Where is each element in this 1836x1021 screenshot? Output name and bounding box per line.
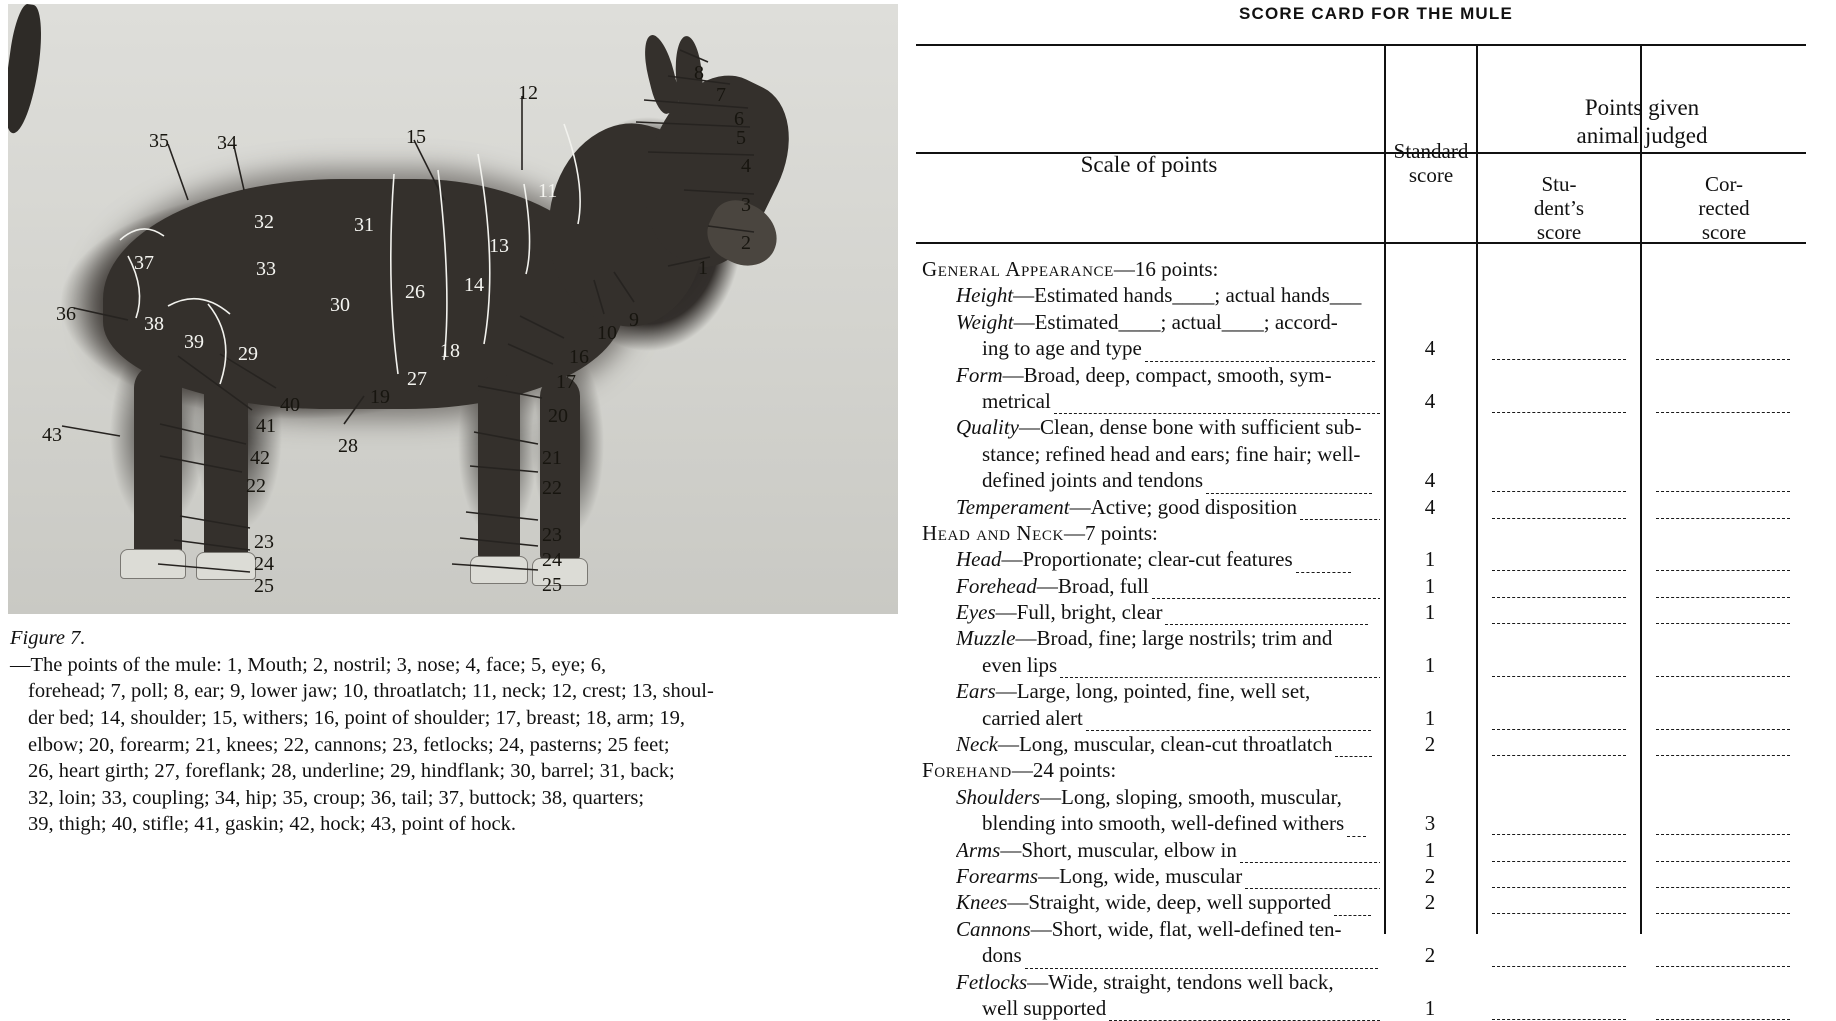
figure-point-number: 41 <box>256 415 276 437</box>
students-score-cell[interactable] <box>1492 823 1626 835</box>
figure-point-number: 43 <box>42 424 62 446</box>
row-description <box>956 625 1380 651</box>
corrected-score-cell[interactable] <box>1656 850 1790 862</box>
row-term: Forearms <box>956 863 1039 888</box>
dot-leader <box>1109 1009 1380 1021</box>
row-description <box>956 494 1380 520</box>
score-card-rows <box>916 256 1806 1021</box>
figure-point-number: 5 <box>736 127 746 149</box>
row-description <box>982 995 1380 1021</box>
figure-point-number: 39 <box>184 331 204 353</box>
students-score-cell[interactable] <box>1492 401 1626 413</box>
row-text: stance; refined head and ears; fine hair; well- <box>982 441 1361 466</box>
row-text: defined joints and tendons <box>982 468 1204 493</box>
table-row <box>916 837 1806 863</box>
students-score-cell[interactable] <box>1492 612 1626 624</box>
row-description <box>956 863 1380 889</box>
table-row <box>916 388 1806 414</box>
dot-leader <box>1335 745 1372 757</box>
row-term: Neck <box>956 732 998 757</box>
mule-tail-shape <box>8 4 47 135</box>
row-text: blending into smooth, well-defined withers <box>982 811 1345 836</box>
mule-leg-shape <box>204 369 248 564</box>
figure-point-number: 38 <box>144 313 164 335</box>
row-description <box>982 388 1380 414</box>
figure-point-number: 35 <box>149 130 169 152</box>
corrected-score-cell[interactable] <box>1656 612 1790 624</box>
figure-caption-body <box>10 652 902 838</box>
students-score-cell[interactable] <box>1492 1008 1626 1020</box>
row-description <box>956 362 1380 388</box>
corrected-score-cell[interactable] <box>1656 823 1790 835</box>
row-description <box>982 705 1380 731</box>
points-of-the-mule-photo <box>8 4 898 614</box>
figure-point-number: 19 <box>370 386 390 408</box>
figure-point-number: 17 <box>556 371 576 393</box>
mule-leg-shape <box>478 374 520 564</box>
row-text: —Full, bright, clear <box>995 600 1163 625</box>
dot-leader <box>1240 851 1380 863</box>
students-score-cell[interactable] <box>1492 348 1626 360</box>
figure-point-number: 37 <box>134 252 154 274</box>
figure-caption-line: —The points of the mule: 1, Mouth; 2, nostril; 3, nose; 4, face; 5, eye; 6, <box>10 653 607 676</box>
standard-score-cell: 1 <box>1424 600 1436 625</box>
row-text: —Estimated____; actual____; accord- <box>1013 309 1338 334</box>
figure-point-number: 27 <box>407 368 427 390</box>
table-row <box>916 757 1806 783</box>
corrected-score-cell[interactable] <box>1656 744 1790 756</box>
figure-caption-line: elbow; 20, forearm; 21, knees; 22, cannons; 23, fetlocks; 24, pasterns; 25 feet; <box>28 733 670 756</box>
corrected-score-cell[interactable] <box>1656 507 1790 519</box>
corrected-score-line-1: Cor- <box>1704 172 1744 196</box>
row-description <box>956 837 1380 863</box>
students-score-cell[interactable] <box>1492 480 1626 492</box>
figure-point-number: 13 <box>489 235 509 257</box>
students-score-cell[interactable] <box>1492 902 1626 914</box>
row-description <box>982 467 1380 493</box>
figure-caption-line: 39, thigh; 40, stifle; 41, gaskin; 42, hock; 43, point of hock. <box>28 813 516 836</box>
row-description <box>982 942 1380 968</box>
figure-point-number: 34 <box>217 132 237 154</box>
table-row <box>916 995 1806 1021</box>
students-score-line-2: dent’s <box>1533 196 1585 221</box>
row-description <box>982 810 1380 836</box>
students-score-cell[interactable] <box>1492 559 1626 571</box>
dot-leader <box>1152 587 1380 599</box>
figure-point-number: 24 <box>254 553 274 575</box>
table-row <box>916 678 1806 704</box>
figure-point-number: 4 <box>741 155 751 177</box>
figure-point-number: 14 <box>464 274 484 296</box>
row-text: —Proportionate; clear-cut features <box>1001 547 1293 572</box>
row-description <box>956 889 1380 915</box>
standard-score-cell: 4 <box>1424 388 1436 413</box>
figure-point-number: 23 <box>542 524 562 546</box>
row-description <box>922 256 1378 282</box>
column-header-scale-of-points: Scale of points <box>1080 152 1218 177</box>
row-text: —Broad, fine; large nostrils; trim and <box>1015 626 1333 651</box>
standard-score-cell: 1 <box>1424 547 1436 572</box>
table-row <box>916 546 1806 572</box>
corrected-score-cell[interactable] <box>1656 1008 1790 1020</box>
row-description <box>956 573 1380 599</box>
figure-point-number: 8 <box>694 62 704 84</box>
row-text: —Broad, deep, compact, smooth, sym- <box>1002 362 1332 387</box>
section-points: —16 points: <box>1113 257 1219 281</box>
row-term: Fetlocks <box>956 969 1028 994</box>
figure-panel <box>0 0 916 937</box>
table-row <box>916 573 1806 599</box>
corrected-score-cell[interactable] <box>1656 586 1790 598</box>
table-row <box>916 625 1806 651</box>
row-term: Arms <box>956 837 1001 862</box>
section-points: —24 points: <box>1011 758 1117 783</box>
row-term: Cannons <box>956 916 1031 941</box>
table-row <box>916 467 1806 493</box>
row-description <box>982 335 1380 361</box>
figure-point-number: 40 <box>280 394 300 416</box>
dot-leader <box>1245 877 1380 889</box>
row-term: Muzzle <box>956 626 1016 651</box>
row-description <box>956 969 1380 995</box>
table-row <box>916 256 1806 282</box>
figure-point-number: 16 <box>569 346 589 368</box>
students-score-cell[interactable] <box>1492 718 1626 730</box>
row-text: —Active; good disposition <box>1069 494 1298 519</box>
students-score-cell[interactable] <box>1492 876 1626 888</box>
row-text: —Long, sloping, smooth, muscular, <box>1040 784 1342 809</box>
table-row <box>916 282 1806 308</box>
table-top-rule <box>916 44 1806 46</box>
students-score-cell[interactable] <box>1492 955 1626 967</box>
dot-leader <box>1060 666 1380 678</box>
row-term: Eyes <box>956 600 996 625</box>
mule-hoof-shape <box>470 556 528 584</box>
table-row <box>916 362 1806 388</box>
row-description <box>982 652 1380 678</box>
row-description <box>956 916 1380 942</box>
row-term: Head <box>956 547 1002 572</box>
row-text: even lips <box>982 652 1058 677</box>
table-row <box>916 705 1806 731</box>
figure-point-number: 20 <box>548 405 568 427</box>
corrected-score-cell[interactable] <box>1656 401 1790 413</box>
row-description <box>956 599 1380 625</box>
dot-leader <box>1347 825 1365 837</box>
corrected-score-cell[interactable] <box>1656 480 1790 492</box>
dot-leader <box>1086 719 1371 731</box>
figure-point-number: 6 <box>734 108 744 130</box>
figure-point-number: 28 <box>338 435 358 457</box>
figure-point-number: 3 <box>741 194 751 216</box>
row-term: Weight <box>956 309 1014 334</box>
figure-point-number: 15 <box>406 126 426 148</box>
table-row <box>916 309 1806 335</box>
row-text: —Long, muscular, clean-cut throatlatch <box>997 732 1333 757</box>
table-row <box>916 494 1806 520</box>
column-header-standard-score <box>1386 140 1476 187</box>
figure-point-number: 26 <box>405 281 425 303</box>
row-text: dons <box>982 943 1022 968</box>
corrected-score-line-3: score <box>1701 220 1747 245</box>
table-row <box>916 784 1806 810</box>
figure-caption <box>10 625 902 838</box>
figure-caption-line: forehead; 7, poll; 8, ear; 9, lower jaw; 10, throatlatch; 11, neck; 12, crest; 13, shoul- <box>28 680 714 703</box>
row-description <box>922 757 1378 783</box>
dot-leader <box>1054 402 1380 414</box>
corrected-score-cell[interactable] <box>1656 718 1790 730</box>
dot-leader <box>1165 613 1367 625</box>
row-text: —Long, wide, muscular <box>1038 863 1243 888</box>
row-description <box>956 414 1380 440</box>
row-description <box>956 309 1380 335</box>
row-text: ing to age and type <box>982 336 1142 361</box>
figure-point-number: 29 <box>238 343 258 365</box>
row-text: —Short, muscular, elbow in <box>1000 837 1237 862</box>
table-row <box>916 441 1806 467</box>
row-term: Ears <box>956 679 996 704</box>
table-row <box>916 599 1806 625</box>
row-text: —Wide, straight, tendons well back, <box>1027 969 1334 994</box>
row-description <box>956 678 1380 704</box>
figure-point-number: 11 <box>538 180 558 202</box>
row-term: Knees <box>956 890 1008 915</box>
figure-point-number: 23 <box>254 531 274 553</box>
table-row <box>916 916 1806 942</box>
students-score-cell[interactable] <box>1492 850 1626 862</box>
corrected-score-cell[interactable] <box>1656 348 1790 360</box>
row-description <box>956 282 1380 308</box>
table-row <box>916 863 1806 889</box>
row-text: —Large, long, pointed, fine, well set, <box>995 679 1311 704</box>
students-score-line-1: Stu- <box>1541 172 1577 196</box>
figure-point-number: 25 <box>254 575 274 597</box>
corrected-score-cell[interactable] <box>1656 559 1790 571</box>
figure-point-number: 25 <box>542 574 562 596</box>
standard-score-cell: 2 <box>1424 943 1436 968</box>
figure-point-number: 12 <box>518 82 538 104</box>
standard-score-line-2: score <box>1408 162 1454 187</box>
points-given-line-1: Points given <box>1584 95 1700 120</box>
corrected-score-cell[interactable] <box>1656 665 1790 677</box>
figure-point-number: 22 <box>542 477 562 499</box>
standard-score-cell: 4 <box>1424 468 1436 493</box>
row-description <box>922 520 1378 546</box>
corrected-score-cell[interactable] <box>1656 955 1790 967</box>
figure-point-number: 7 <box>716 84 726 106</box>
table-row <box>916 335 1806 361</box>
standard-score-cell: 4 <box>1424 336 1436 361</box>
students-score-cell[interactable] <box>1492 744 1626 756</box>
row-term: Shoulders <box>956 784 1040 809</box>
figure-caption-line: der bed; 14, shoulder; 15, withers; 16, point of shoulder; 17, breast; 18, arm; 19, <box>28 706 686 729</box>
column-header-points-given <box>1478 94 1806 149</box>
table-row <box>916 731 1806 757</box>
score-card-table <box>916 44 1806 1020</box>
row-text: —Straight, wide, deep, well supported <box>1007 890 1332 915</box>
row-text: —Clean, dense bone with sufficient sub- <box>1019 415 1362 440</box>
section-heading: General Appearance <box>922 257 1114 281</box>
section-heading: Forehand <box>922 758 1012 783</box>
row-term: Form <box>956 362 1003 387</box>
standard-score-cell: 2 <box>1424 732 1436 757</box>
dot-leader <box>1296 561 1351 573</box>
figure-caption-line: 32, loin; 33, coupling; 34, hip; 35, croup; 36, tail; 37, buttock; 38, quarters; <box>28 786 645 809</box>
standard-score-cell: 1 <box>1424 995 1436 1020</box>
table-row <box>916 652 1806 678</box>
figure-point-number: 1 <box>698 257 708 279</box>
standard-score-cell: 1 <box>1424 705 1436 730</box>
row-text: —Short, wide, flat, well-defined ten- <box>1030 916 1342 941</box>
corrected-score-cell[interactable] <box>1656 902 1790 914</box>
students-score-cell[interactable] <box>1492 586 1626 598</box>
standard-score-cell: 4 <box>1424 494 1436 519</box>
table-row <box>916 414 1806 440</box>
row-description <box>956 784 1380 810</box>
corrected-score-line-2: rected <box>1698 196 1750 221</box>
mule-hoof-shape <box>120 549 186 579</box>
figure-point-number: 36 <box>56 303 76 325</box>
standard-score-cell: 2 <box>1424 890 1436 915</box>
mule-hoof-shape <box>196 552 256 580</box>
figure-caption-line: 26, heart girth; 27, foreflank; 28, underline; 29, hindflank; 30, barrel; 31, back; <box>28 760 675 783</box>
standard-score-cell: 1 <box>1424 837 1436 862</box>
figure-point-number: 24 <box>542 549 562 571</box>
figure-point-number: 42 <box>250 447 270 469</box>
standard-score-line-1: Standard <box>1393 139 1469 163</box>
row-text: —Estimated hands____; actual hands___ <box>1013 283 1362 308</box>
score-card-panel <box>916 0 1836 1020</box>
figure-point-number: 21 <box>542 447 562 469</box>
students-score-line-3: score <box>1536 220 1582 245</box>
table-row <box>916 942 1806 968</box>
figure-point-number: 33 <box>256 258 276 280</box>
points-given-line-2: animal judged <box>1576 122 1708 148</box>
figure-point-number: 10 <box>597 322 617 344</box>
table-row <box>916 520 1806 546</box>
figure-point-number: 30 <box>330 294 350 316</box>
mule-leg-shape <box>134 364 182 564</box>
table-row <box>916 969 1806 995</box>
section-points: —7 points: <box>1063 520 1158 545</box>
figure-point-number: 31 <box>354 214 374 236</box>
row-text: well supported <box>982 995 1107 1020</box>
dot-leader <box>1334 904 1371 916</box>
figure-point-number: 22 <box>246 475 266 497</box>
figure-point-number: 32 <box>254 211 274 233</box>
table-row <box>916 889 1806 915</box>
students-score-cell[interactable] <box>1492 507 1626 519</box>
section-heading: Head and Neck <box>922 520 1064 545</box>
table-row <box>916 810 1806 836</box>
figure-point-number: 18 <box>440 340 460 362</box>
standard-score-cell: 3 <box>1424 811 1436 836</box>
figure-point-number: 9 <box>629 309 639 331</box>
dot-leader <box>1300 508 1380 520</box>
corrected-score-cell[interactable] <box>1656 876 1790 888</box>
row-description <box>982 441 1380 467</box>
row-description <box>956 546 1380 572</box>
row-term: Quality <box>956 415 1019 440</box>
row-term: Height <box>956 283 1014 308</box>
row-term: Forehead <box>956 573 1037 598</box>
row-text: —Broad, full <box>1036 573 1149 598</box>
standard-score-cell: 2 <box>1424 863 1436 888</box>
dot-leader <box>1145 350 1375 362</box>
row-term: Temperament <box>956 494 1070 519</box>
row-description <box>956 731 1380 757</box>
standard-score-cell: 1 <box>1424 573 1436 598</box>
row-text: metrical <box>982 388 1051 413</box>
standard-score-cell: 1 <box>1424 652 1436 677</box>
dot-leader <box>1206 482 1372 494</box>
figure-point-number: 2 <box>741 232 751 254</box>
students-score-cell[interactable] <box>1492 665 1626 677</box>
column-header-students-score <box>1478 172 1640 244</box>
score-card-title: SCORE CARD FOR THE MULE <box>1238 4 1514 23</box>
row-text: carried alert <box>982 705 1083 730</box>
dot-leader <box>1025 957 1380 969</box>
figure-caption-lead: Figure 7. <box>10 627 86 649</box>
column-header-corrected-score <box>1642 172 1806 244</box>
